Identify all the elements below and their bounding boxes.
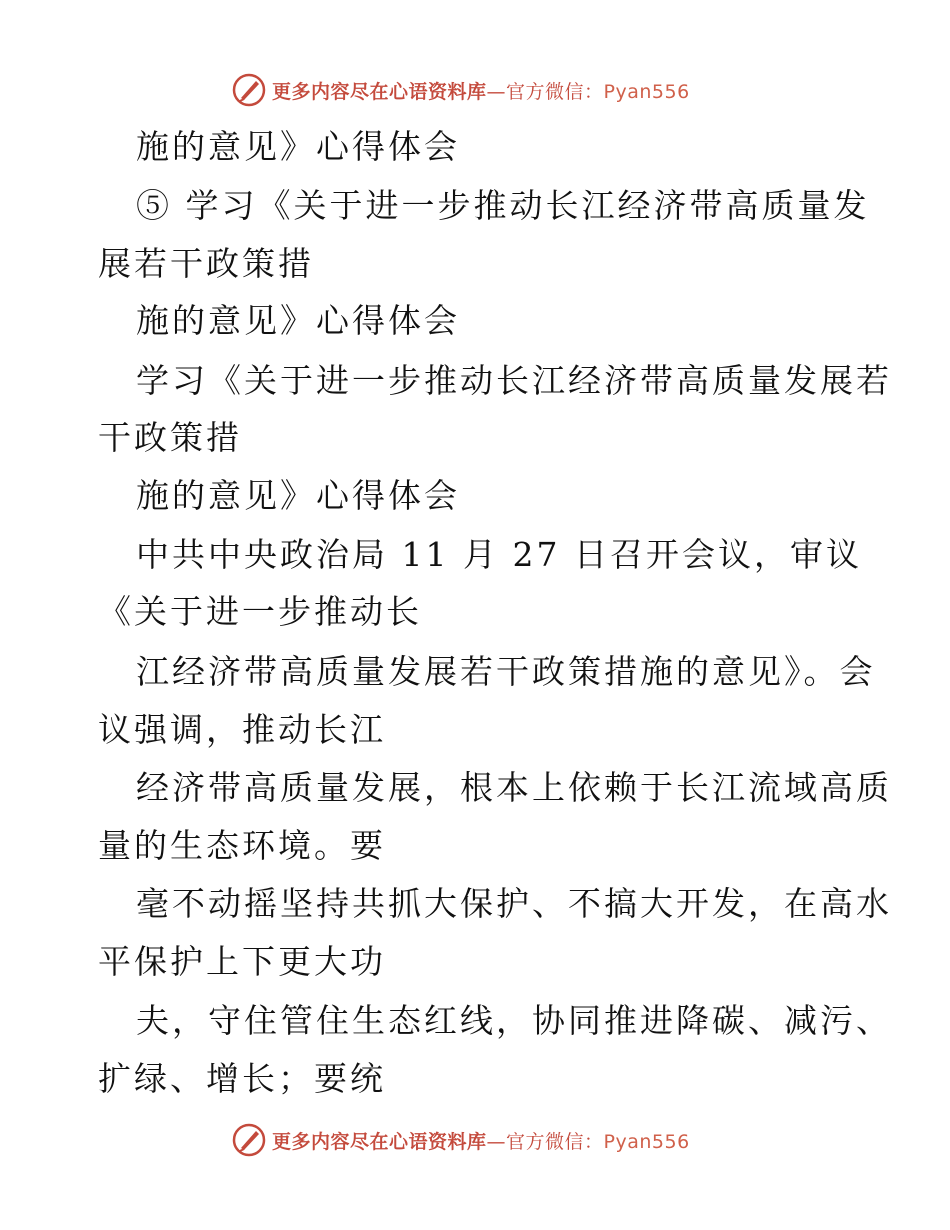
watermark-label: 官方微信： (506, 1130, 604, 1153)
text-line: 扩绿、增长；要统 (98, 1059, 386, 1098)
quill-logo-icon (232, 1123, 266, 1157)
text-line: 夫，守住管住生态红线，协同推进降碳、减污、 (136, 1001, 892, 1040)
watermark-account: Pyan556 (603, 1130, 690, 1153)
text-line: 干政策措 (98, 418, 242, 457)
text-line: 毫不动摇坚持共抓大保护、不搞大开发，在高水 (136, 884, 892, 923)
watermark-dash: — (486, 80, 507, 103)
header-watermark (232, 72, 690, 108)
text-line: 议强调，推动长江 (98, 710, 386, 749)
text-line: 江经济带高质量发展若干政策措施的意见》。会 (136, 652, 876, 691)
text-line: 经济带高质量发展，根本上依赖于长江流域高质 (136, 768, 892, 807)
text-line: 《关于进一步推动长 (98, 592, 422, 631)
text-line: 施的意见》心得体会 (136, 301, 460, 340)
text-line: 施的意见》心得体会 (136, 476, 460, 515)
watermark-site-name: 更多内容尽在心语资料库 (272, 1130, 487, 1153)
watermark-label: 官方微信： (506, 80, 604, 103)
text-line: 施的意见》心得体会 (136, 127, 460, 166)
text-line: 中共中央政治局 11 月 27 日召开会议，审议 (136, 535, 862, 574)
footer-watermark (232, 1122, 690, 1158)
text-line: 平保护上下更大功 (98, 942, 386, 981)
watermark-dash: — (486, 1130, 507, 1153)
text-line: 展若干政策措 (98, 244, 314, 283)
text-line: 学习《关于进一步推动长江经济带高质量发展若 (136, 361, 892, 400)
quill-logo-icon (232, 73, 266, 107)
text-line: 量的生态环境。要 (98, 826, 386, 865)
watermark-account: Pyan556 (603, 80, 690, 103)
watermark-site-name: 更多内容尽在心语资料库 (272, 80, 487, 103)
text-line: ⑤ 学习《关于进一步推动长江经济带高质量发 (136, 186, 870, 225)
